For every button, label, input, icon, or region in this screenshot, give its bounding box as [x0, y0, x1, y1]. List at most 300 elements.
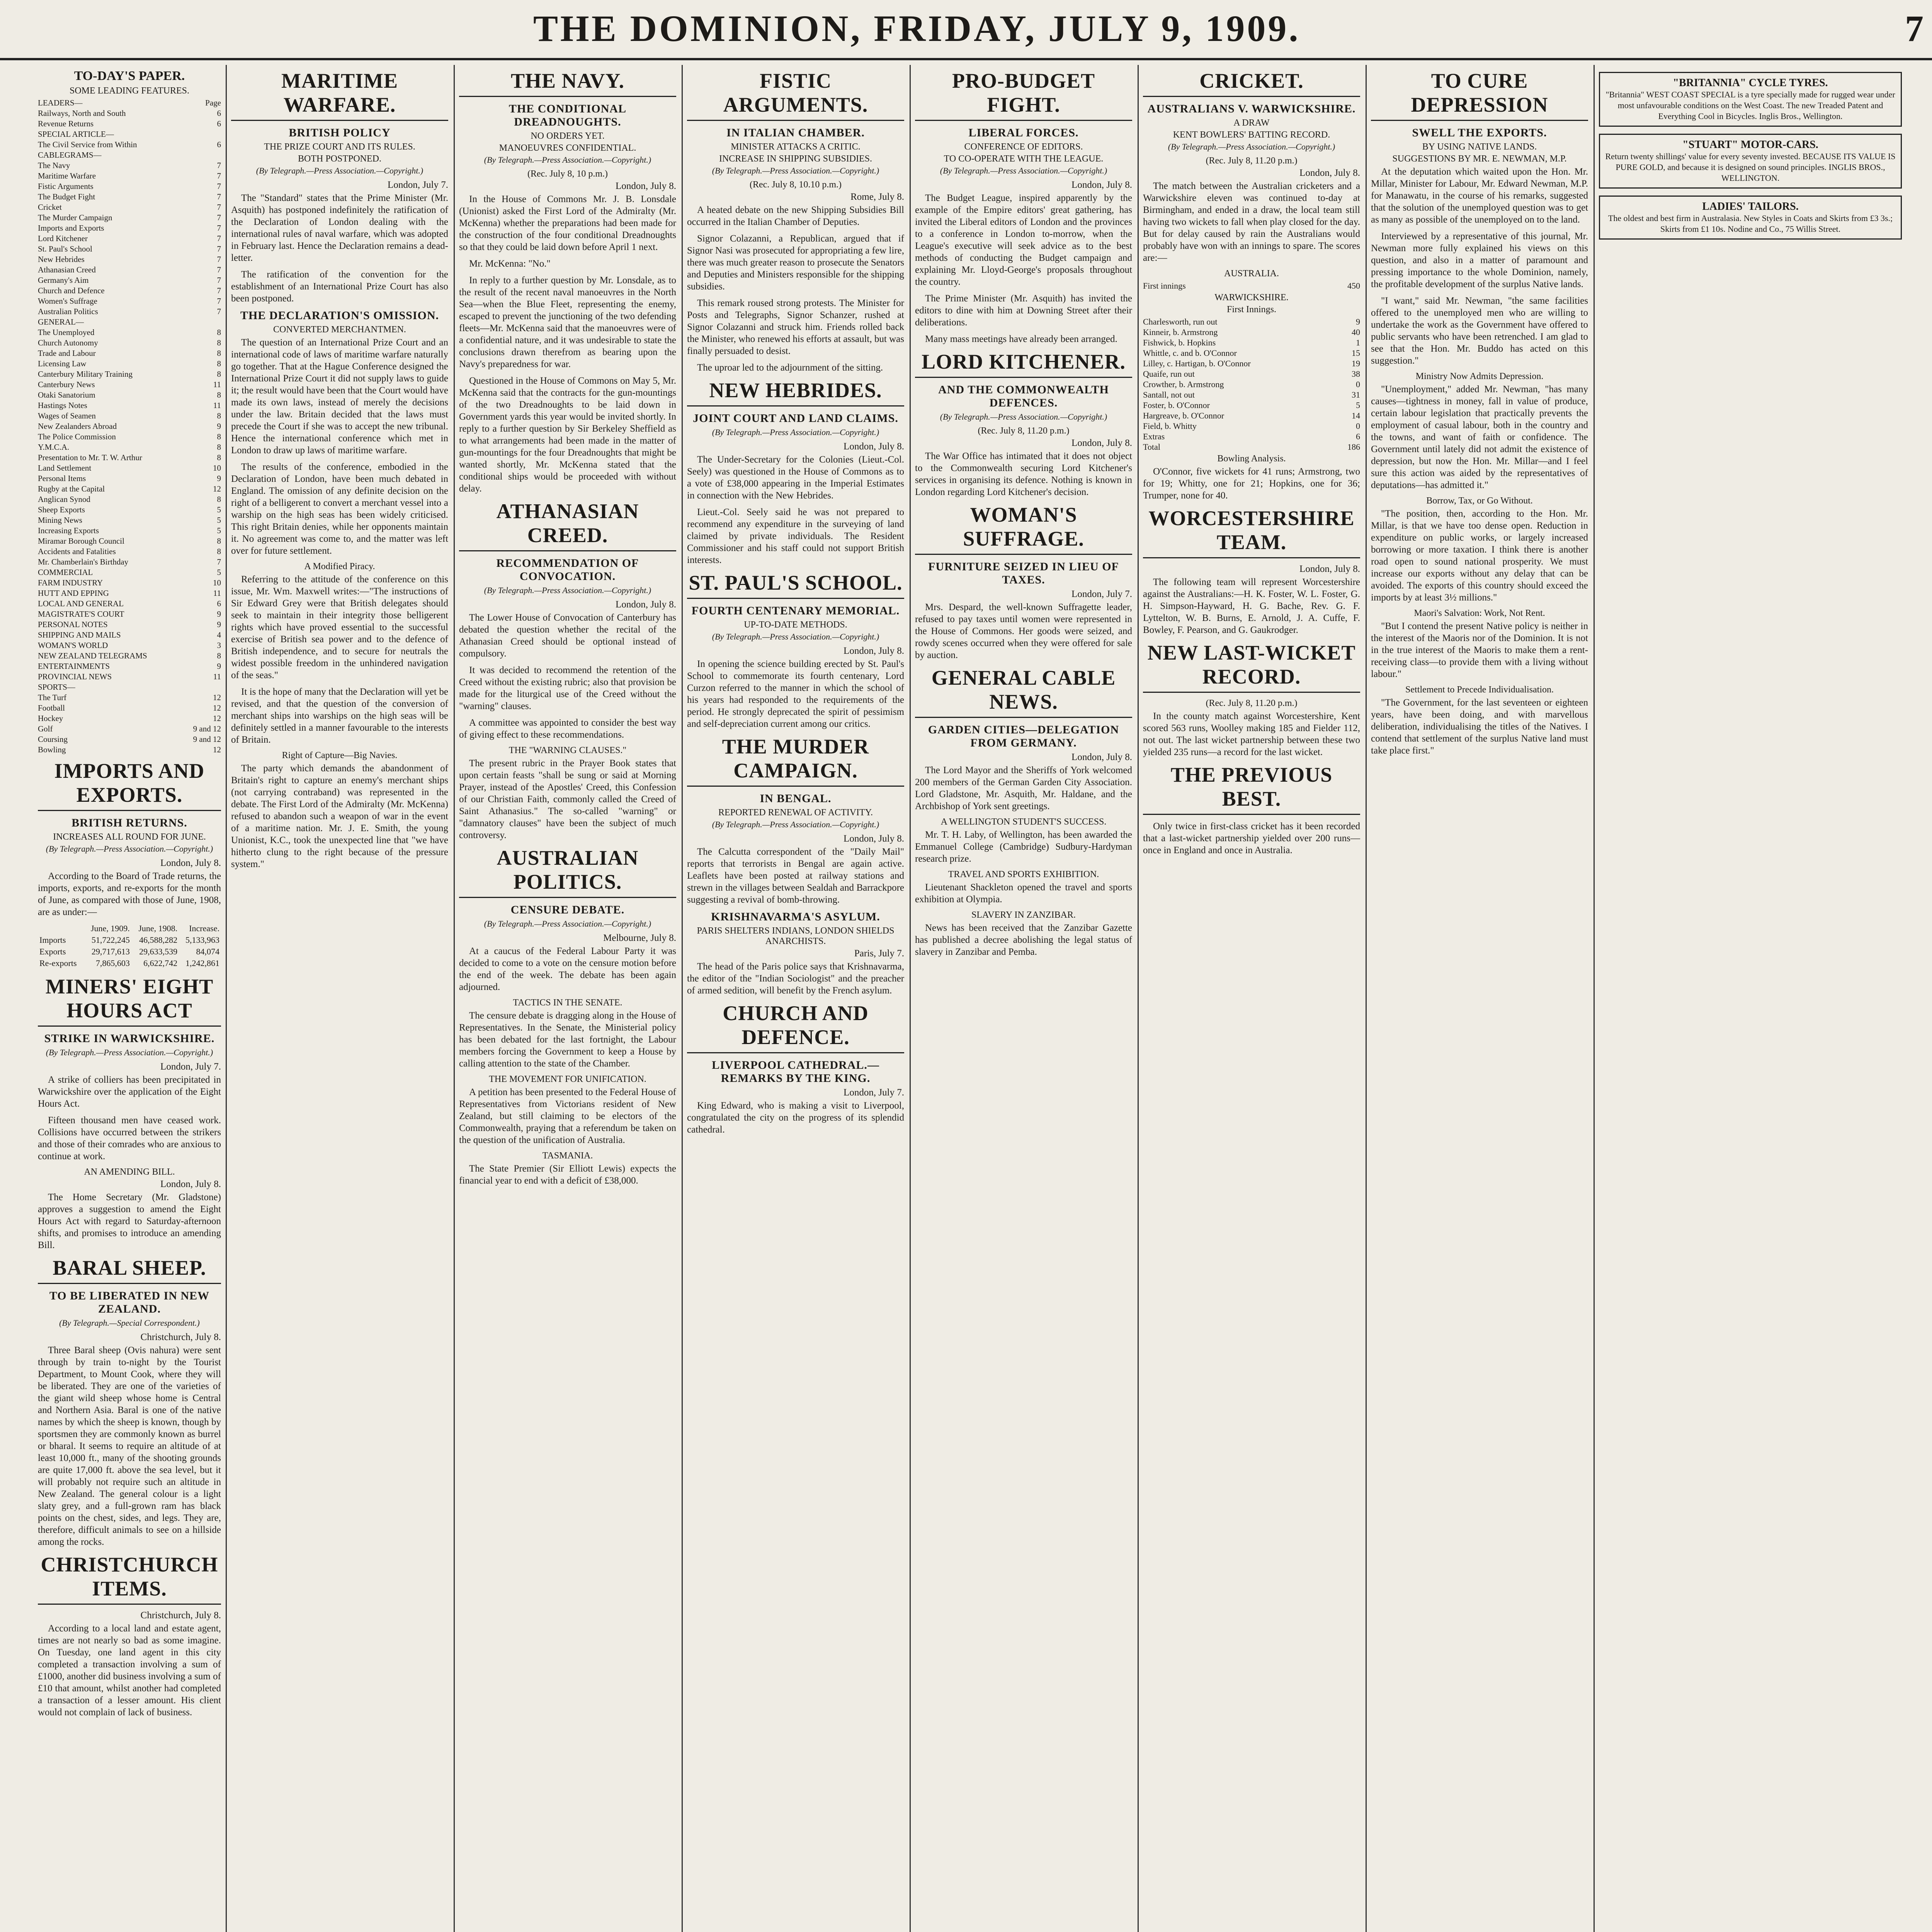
column-1 [35, 65, 224, 1932]
table-header-cell: June, 1909. [90, 923, 130, 933]
toc-item [38, 213, 221, 223]
toc-item-page: 5 [217, 515, 221, 525]
toc-item [38, 473, 221, 484]
toc-item [38, 734, 221, 745]
toc-item-page: 9 [217, 474, 221, 483]
article-headline: IMPORTS AND EXPORTS. [38, 759, 221, 811]
article-sub: Borrow, Tax, or Go Without. [1426, 496, 1533, 506]
toc-item [38, 400, 221, 411]
dateline: London, July 8. [1071, 180, 1132, 190]
toc-item-label: The Navy [38, 161, 70, 170]
scorecard-team: AUSTRALIA. [1224, 269, 1279, 279]
batsman: Foster, b. O'Connor [1143, 400, 1210, 410]
dateline: London, July 8. [616, 599, 676, 610]
article-text: At the deputation which waited upon the Hon. Mr. Millar, Minister for Labour, Mr. Edward Newman, M.P. for Manawatu, in the course of his remarks, suggested that the solution of the unemployed question was to get as many as possible of the unemployed on to the land. [1371, 167, 1588, 225]
toc-item-label: LEADERS— [38, 98, 83, 107]
toc-item-page: 7 [217, 307, 221, 316]
article-text: "But I contend the present Native policy is neither in the interest of the Maoris nor of the Dominion. It is not in the true interest of the Maoris to make them a rent-receiving class—to provide them with a living without labour." [1371, 621, 1588, 679]
article-text: The party which demands the abandonment of Britain's right to capture an enemy's merchant ships (not carrying contraband) was represented in the debate. The First Lord of the Admiralty (Mr. McKenna) refused to abandon such a weapon of war in the event of a maritime nation. Mr. J. E. Smith, the young Unionist, K.C., took the unexpected line that "we have hitherto clung to the right because of the pressure system." [231, 763, 448, 869]
advertisement [1599, 72, 1902, 127]
batsman: Whittle, c. and b. O'Connor [1143, 348, 1237, 358]
runs: 0 [1356, 421, 1360, 431]
toc-item-label: Maritime Warfare [38, 171, 96, 180]
toc-item-label: Rugby at the Capital [38, 484, 105, 493]
column-rule [682, 65, 683, 1932]
article-headline: CHURCH AND DEFENCE. [687, 1001, 904, 1053]
article-text: The War Office has intimated that it does not object to the Commonwealth securing Lord Kitchener's services in organising its defence. Nothing is known in London regarding Lord Kitchener's decision. [915, 451, 1132, 497]
article-text: The Lower House of Convocation of Canterbury has debated the question whether the recital of the Athanasian Creed should be optional instead of compulsory. [459, 612, 676, 659]
article-text: "The position, then, according to the Hon. Mr. Millar, is that we have too dense open. Reduction in expenditure on public works, or largely increased borrowing or more taxation. I think there is another road open to sound national prosperity. We must increase our exports without any delay that can be avoided. The exports of this country should exceed the imports by at least 3½ millions." [1371, 509, 1588, 603]
toc-item-label: Fistic Arguments [38, 182, 94, 191]
score-total [1143, 442, 1360, 452]
article-text: Mr. T. H. Laby, of Wellington, has been awarded the Emmanuel College (Cambridge) Sudbury-Hardyman research prize. [915, 830, 1132, 864]
column-8-ads [1596, 65, 1905, 1932]
article-text: The ratification of the convention for the establishment of an International Prize Court has also been postponed. [231, 269, 448, 304]
score-line [1143, 400, 1360, 410]
received-line: (Rec. July 8, 11.20 p.m.) [1206, 698, 1298, 708]
article-sub: KENT BOWLERS' BATTING RECORD. [1173, 130, 1330, 140]
toc-item-page: Page [205, 98, 221, 107]
runs: 38 [1352, 369, 1360, 379]
batsman: Charlesworth, run out [1143, 317, 1218, 327]
article-sub: CONFERENCE OF EDITORS. [964, 142, 1083, 152]
article-text: Mr. McKenna: "No." [469, 259, 551, 269]
toc-item-label: New Zealanders Abroad [38, 422, 117, 431]
table-cell: 1,242,861 [185, 958, 219, 968]
table-row [38, 946, 221, 957]
toc-item [38, 682, 221, 692]
toc-item-page: 5 [217, 526, 221, 535]
toc-item [38, 327, 221, 338]
credit-line: (By Telegraph.—Press Association.—Copyright.) [1168, 142, 1335, 151]
toc-item [38, 494, 221, 505]
article-text: "The Government, for the last seventeen or eighteen years, have been doing, and with marvellous deliberation, individualising the titles of the Natives. I contend that settlement of the surplus Native land must take place first." [1371, 697, 1588, 756]
toc-item-label: The Murder Campaign [38, 213, 112, 222]
article-text: Lieutenant Shackleton opened the travel and sports exhibition at Olympia. [915, 882, 1132, 905]
toc-item-page: 9 and 12 [193, 724, 221, 733]
toc-item [38, 150, 221, 160]
article-text: The Calcutta correspondent of the "Daily Mail" reports that terrorists in Bengal are again active. Leaflets have been posted at railway stations and strewn in the villages between Sealdah and Barrackpore suggesting a revival of bomb-throwing. [687, 847, 904, 905]
column-rule [1366, 65, 1367, 1932]
received-line: (Rec. July 8, 10 p.m.) [527, 169, 608, 179]
dateline: London, July 8. [1071, 438, 1132, 448]
article-sub: SUGGESTIONS BY MR. E. NEWMAN, M.P. [1392, 154, 1567, 164]
score-value: 186 [1347, 442, 1360, 452]
article-text: Lieut.-Col. Seely said he was not prepared to recommend any expenditure in the surveying of land claimed by private individuals. The Resident Commissioner and his staff could not support British interests. [687, 507, 904, 565]
batsman: Santall, not out [1143, 390, 1195, 400]
article-sub: TO CO-OPERATE WITH THE LEAGUE. [944, 154, 1104, 164]
toc-item [38, 692, 221, 703]
toc-item-page: 12 [213, 693, 221, 702]
ad-title: LADIES' TAILORS. [1702, 201, 1799, 213]
toc-item-page: 5 [217, 568, 221, 577]
article-sub: AN AMENDING BILL. [84, 1167, 175, 1177]
toc-item [38, 129, 221, 139]
batsman: Lilley, c. Hartigan, b. O'Connor [1143, 359, 1251, 368]
page-number: 7 [1905, 8, 1923, 49]
toc-item-page: 7 [217, 171, 221, 180]
toc-item-label: Licensing Law [38, 359, 87, 368]
toc-item-label: Germany's Aim [38, 276, 89, 285]
toc-item-label: Anglican Synod [38, 495, 90, 504]
toc-item [38, 745, 221, 755]
table-cell: 51,722,245 [91, 935, 130, 945]
toc-item [38, 379, 221, 390]
toc-item-label: Football [38, 703, 65, 713]
toc-item-page: 6 [217, 140, 221, 149]
article-kicker: IN BENGAL. [760, 792, 832, 805]
toc-item-label: Wages of Seamen [38, 411, 96, 420]
credit-line: (By Telegraph.—Press Association.—Copyright.) [940, 166, 1107, 175]
article-kicker: THE CONDITIONAL DREADNOUGHTS. [509, 102, 627, 128]
toc-item-label: Land Settlement [38, 463, 92, 473]
article-headline: GENERAL CABLE NEWS. [915, 666, 1132, 718]
article-text: The following team will represent Worcestershire against the Australians:—H. K. Foster, W. L. Foster, G. H. Simpson-Hayward, H. G. Bache, Rev. G. F. Lyttelton, W. B. Burns, E. Arnold, J. A. Cuffe, F. Bowley, F. Pearson, and G. Gaukrodger. [1143, 577, 1360, 635]
toc-item [38, 192, 221, 202]
ad-title: "STUART" MOTOR-CARS. [1682, 139, 1818, 151]
article-text: In the county match against Worcestershire, Kent scored 563 runs, Woolley making 185 and Fielder 112, not out. The last wicket partnership between these two yielded 235 runs—a record for the last wicket. [1143, 711, 1360, 757]
column-3 [456, 65, 679, 1932]
article-sub: INCREASES ALL ROUND FOR JUNE. [53, 832, 206, 842]
credit-line: (By Telegraph.—Press Association.—Copyright.) [46, 844, 213, 854]
article-kicker: LIVERPOOL CATHEDRAL.—REMARKS BY THE KING. [712, 1059, 879, 1085]
article-sub: MINISTER ATTACKS A CRITIC. [731, 142, 861, 152]
score-line [1143, 281, 1360, 291]
article-headline: PRO-BUDGET FIGHT. [915, 69, 1132, 121]
score-line [1143, 379, 1360, 389]
article-kicker: FURNITURE SEIZED IN LIEU OF TAXES. [928, 560, 1119, 586]
article-headline: THE PREVIOUS BEST. [1143, 763, 1360, 815]
article-text: The Budget League, inspired apparently by the example of the Empire editors' great gathering, has invited the Liberal editors of London and the provinces to a conference in London to-morrow, when the League's executive will seek advice as to the best methods of conducting the Budget campaign and explaining Mr. Lloyd-George's proposals throughout the country. [915, 193, 1132, 287]
toc-item [38, 609, 221, 619]
toc-item-label: Otaki Sanatorium [38, 390, 95, 400]
table-row [38, 934, 221, 946]
table-cell: 7,865,603 [95, 958, 130, 968]
batsman: Quaife, run out [1143, 369, 1195, 379]
column-rule [226, 65, 227, 1932]
score-line [1143, 421, 1360, 431]
article-text: Questioned in the House of Commons on May 5, Mr. McKenna said that the contracts for the gun-mountings of the two Dreadnoughts to be laid down in Government yards this year would be invited shortly. In reply to a further question by Sir Berkeley Sheffield as to what arrangements had been made in the matter of gun-mountings for the four Dreadnoughts that might be wanted shortly, Mr. McKenna stated that the conditional ships would be proceeded with without delay. [459, 376, 676, 494]
toc-item [38, 515, 221, 526]
toc-item-page: 3 [217, 641, 221, 650]
batsman: Hargreave, b. O'Connor [1143, 411, 1225, 420]
article-sub: Ministry Now Admits Depression. [1415, 371, 1544, 381]
toc-item-page: 7 [217, 244, 221, 253]
toc-item-label: Hastings Notes [38, 401, 87, 410]
article-text: A petition has been presented to the Federal House of Representatives from Victorians resident of New Zealand, but still claiming to be electors of the Commonwealth, praying that a referendum be taken on the question of the unification of Australia. [459, 1087, 676, 1145]
toc-item [38, 588, 221, 599]
credit-line: (By Telegraph.—Press Association.—Copyright.) [484, 155, 651, 165]
article-text: Many mass meetings have already been arranged. [925, 334, 1117, 344]
table-cell: 29,717,613 [91, 947, 130, 956]
toc-item-label: The Turf [38, 693, 67, 702]
toc-item-label: Bowling [38, 745, 66, 754]
article-kicker: IN ITALIAN CHAMBER. [726, 126, 865, 139]
toc-item-label: Lord Kitchener [38, 234, 88, 243]
runs: 9 [1356, 317, 1360, 327]
toc-item-page: 7 [217, 286, 221, 295]
toc-item [38, 713, 221, 724]
toc-item [38, 390, 221, 400]
trade-table [38, 923, 221, 969]
toc-item-page: 7 [217, 265, 221, 274]
article-kicker: RECOMMENDATION OF CONVOCATION. [496, 557, 639, 583]
article-headline: MINERS' EIGHT HOURS ACT [38, 975, 221, 1027]
runs: 14 [1352, 411, 1360, 420]
toc-item-label: PROVINCIAL NEWS [38, 672, 112, 681]
article-text: The head of the Paris police says that Krishnavarma, the editor of the "Indian Sociologist" and the preacher of armed sedition, will benefit by the French asylum. [687, 961, 904, 996]
toc-item-label: Church Autonomy [38, 338, 98, 347]
score-line [1143, 327, 1360, 337]
advertisement [1599, 134, 1902, 189]
column-rule [1138, 65, 1139, 1932]
table-cell: Re-exports [39, 958, 77, 968]
article-text: Mrs. Despard, the well-known Suffragette leader, refused to pay taxes until women were represented in the House of Commons. Her goods were seized, and rowdy scenes occurred when they were offered for sale by auction. [915, 602, 1132, 660]
toc-item [38, 275, 221, 286]
toc-item-page: 12 [213, 484, 221, 493]
masthead [0, 0, 1932, 60]
toc-item-label: Australian Politics [38, 307, 98, 316]
toc-item-label: Church and Defence [38, 286, 105, 295]
toc-item [38, 359, 221, 369]
column-5 [912, 65, 1135, 1932]
toc-item-page: 7 [217, 276, 221, 285]
dateline: London, July 8. [1299, 564, 1360, 574]
column-7 [1368, 65, 1591, 1932]
ad-text: Return twenty shillings' value for every seventy invested. BECAUSE ITS VALUE IS PURE GOLD, and because it is designed on sound principles. INGLIS BROS., WELLINGTON. [1605, 151, 1896, 183]
column-rule [910, 65, 911, 1932]
toc-item [38, 296, 221, 306]
article-sub: TRAVEL AND SPORTS EXHIBITION. [948, 869, 1099, 879]
table-cell: 6,622,742 [143, 958, 178, 968]
table-cell: 84,074 [196, 947, 219, 956]
article-text: At a caucus of the Federal Labour Party it was decided to come to a vote on the censure motion before the end of the week. The debate has been again adjourned. [459, 946, 676, 992]
toc-item [38, 452, 221, 463]
toc-item-label: MAGISTRATE'S COURT [38, 609, 124, 619]
runs: 6 [1356, 432, 1360, 441]
article-text: According to a local land and estate agent, times are not nearly so bad as some imagine. On Tuesday, one land agent in this city completed a transaction involving a sum of £1000, another did business involving a sum of £10 that amount, whilst another had completed a transaction of a lesser amount. His client would not complain of lack of business. [38, 1623, 221, 1718]
toc-item [38, 557, 221, 567]
toc-item-label: The Police Commission [38, 432, 116, 441]
toc-item [38, 661, 221, 672]
toc-item [38, 317, 221, 327]
article-text: The question of an International Prize Court and an international code of laws of maritime warfare naturally go together. That at the Hague Conference designed the International Prize Court it did not supply laws to guide it; the result would have been that the Court would have made its own laws, instead of merely the decisions under the law. Britain decided that the laws must precede the Court if she was to accept the new tribunal. Hence the international conference which met in London to draw up laws of maritime warfare. [231, 337, 448, 456]
article-kicker: GARDEN CITIES—DELEGATION FROM GERMANY. [928, 723, 1119, 749]
article-headline: NEW LAST-WICKET RECORD. [1143, 641, 1360, 693]
toc-item-page: 9 [217, 620, 221, 629]
toc-item-label: Athanasian Creed [38, 265, 96, 274]
article-sub: NO ORDERS YET. [531, 131, 605, 141]
article-sub: Settlement to Precede Individualisation. [1405, 685, 1554, 695]
article-headline: ATHANASIAN CREED. [459, 499, 676, 551]
toc-item-label: FARM INDUSTRY [38, 578, 103, 587]
batsman: Field, b. Whitty [1143, 421, 1197, 431]
toc-item-page: 9 [217, 662, 221, 671]
article-headline: AUSTRALIAN POLITICS. [459, 846, 676, 898]
toc-item-page: 8 [217, 547, 221, 556]
batsman: Fishwick, b. Hopkins [1143, 338, 1216, 347]
toc-item-label: Cricket [38, 202, 62, 212]
article-sub: A Modified Piracy. [304, 561, 375, 571]
toc-item-label: Revenue Returns [38, 119, 94, 128]
toc-item [38, 484, 221, 494]
toc-item [38, 463, 221, 473]
dateline: Christchurch, July 8. [140, 1332, 221, 1342]
toc-item-label: Women's Suffrage [38, 296, 97, 306]
runs: 40 [1352, 327, 1360, 337]
toc-item [38, 223, 221, 233]
article-text: A strike of colliers has been precipitated in Warwickshire over the application of the Eight Hours Act. [38, 1075, 221, 1109]
runs: 1 [1356, 338, 1360, 347]
toc-item-label: Imports and Exports [38, 223, 104, 233]
toc-item-page: 6 [217, 119, 221, 128]
toc-item [38, 181, 221, 192]
toc-list [38, 98, 221, 755]
article-text: The present rubric in the Prayer Book states that upon certain feasts "shall be sung or said at Morning Prayer, instead of the Apostles' Creed, this Confession of our Christian Faith, commonly called the Creed of Saint Athanasius." The so-called "warning" or "damnatory clauses" have been the subject of much controversy. [459, 758, 676, 840]
article-sub: TASMANIA. [542, 1151, 593, 1161]
toc-item [38, 536, 221, 546]
toc-item-page: 8 [217, 432, 221, 441]
toc-item [38, 619, 221, 630]
toc-item [38, 640, 221, 651]
toc-item-page: 9 and 12 [193, 735, 221, 744]
dateline: London, July 7. [388, 180, 448, 190]
article-kicker: BRITISH RETURNS. [71, 816, 187, 829]
article-text: The match between the Australian cricketers and a Warwickshire eleven was continued to-day at Birmingham, and ended in a draw, the local team still having two wickets to fall when play closed for the day. But for delay caused by rain the Australians would probably have won with an innings to spare. The scores are:— [1143, 181, 1360, 263]
toc-item-label: The Civil Service from Within [38, 140, 137, 149]
article-headline: BARAL SHEEP. [38, 1256, 221, 1284]
article-text: A heated debate on the new Shipping Subsidies Bill occurred in the Italian Chamber of Deputies. [687, 205, 904, 227]
article-sub: UP-TO-DATE METHODS. [744, 620, 847, 630]
toc-item-page: 11 [213, 672, 221, 681]
article-text: Interviewed by a representative of this journal, Mr. Newman more fully explained his views on this question, and also in a matter of paramount and pressing importance to the whole Dominion, namely, the profitable development of the surplus Native lands. [1371, 231, 1588, 289]
score-line [1143, 410, 1360, 421]
table-cell: 5,133,963 [185, 935, 219, 945]
toc-item-page: 7 [217, 213, 221, 222]
table-header-cell [38, 923, 83, 934]
toc-item-label: Sheep Exports [38, 505, 85, 514]
article-headline: TO CURE DEPRESSION [1371, 69, 1588, 121]
toc-item [38, 578, 221, 588]
toc-item-label: Hockey [38, 714, 63, 723]
masthead-title: THE DOMINION, FRIDAY, JULY 9, 1909. [533, 8, 1301, 49]
article-text: King Edward, who is making a visit to Liverpool, congratulated the city on the progress of its splendid cathedral. [687, 1100, 904, 1135]
toc-item-page: 7 [217, 202, 221, 212]
dateline: Christchurch, July 8. [140, 1610, 221, 1621]
toc-item-label: SPORTS— [38, 682, 75, 692]
toc-item [38, 724, 221, 734]
toc-item-page: 11 [213, 401, 221, 410]
batsman: Kinneir, b. Armstrong [1143, 327, 1218, 337]
toc-item [38, 505, 221, 515]
dateline: London, July 8. [1071, 752, 1132, 762]
article-headline: FISTIC ARGUMENTS. [687, 69, 904, 121]
toc-item-page: 11 [213, 380, 221, 389]
article-text: The "Standard" states that the Prime Minister (Mr. Asquith) has postponed indefinitely the ratification of the Declaration of London dealing with the international rules of naval warfare, which was adopted in February last. Hence the Declaration remains a dead-letter. [231, 193, 448, 263]
article-text: Fifteen thousand men have ceased work. Collisions have occurred between the strikers and those of their comrades who are anxious to continue at work. [38, 1115, 221, 1162]
toc-item [38, 233, 221, 244]
score-label: First innings [1143, 281, 1186, 291]
score-value: 450 [1347, 281, 1360, 291]
score-line [1143, 431, 1360, 442]
dateline: Paris, July 7. [854, 948, 904, 959]
article-text: The censure debate is dragging along in the House of Representatives. In the Senate, the Ministerial policy has been debated for the last fortnight, the Labour members forcing the Government to keep a House by calling attention to the state of the Chamber. [459, 1010, 676, 1069]
runs: 31 [1352, 390, 1360, 400]
article-text: Only twice in first-class cricket has it been recorded that a last-wicket partnership yielded over 200 runs—once in England and once in Australia. [1143, 821, 1360, 855]
toc-item [38, 348, 221, 359]
article-sub: Maori's Salvation: Work, Not Rent. [1414, 608, 1545, 618]
toc-item-page: 10 [213, 578, 221, 587]
toc-item-page: 8 [217, 369, 221, 379]
article-text: "Unemployment," added Mr. Newman, "has many causes—tightness in money, fall in value of produce, certain labour legislation that practically prevents the employment of casual labour, both in the country and the towns, and want of faith or confidence. The Government until lately did not admit the existence of depression, but now the Hon. Mr. Millar—and I feel sure this action was aided by the representatives of deputations—has admitted it." [1371, 384, 1588, 490]
received-line: (Rec. July 8, 10.10 p.m.) [750, 180, 842, 190]
toc-item-page: 5 [217, 505, 221, 514]
article-text: News has been received that the Zanzibar Gazette has published a decree abolishing the legal status of slavery in Zanzibar and Pemba. [915, 923, 1132, 957]
toc-item [38, 338, 221, 348]
toc-item [38, 98, 221, 108]
credit-line: (By Telegraph.—Press Association.—Copyright.) [484, 919, 651, 929]
toc-item-page: 8 [217, 328, 221, 337]
article-text: This remark roused strong protests. The Minister for Posts and Telegraphs, Signor Schanzer, rushed at Signor Colazanni and struck him. Friends rolled back the Minister, who renewed his efforts at assault, but was finally persuaded to desist. [687, 298, 904, 356]
article-headline: THE NAVY. [459, 69, 676, 97]
score-line [1143, 369, 1360, 379]
toc-title: TO-DAY'S PAPER. [74, 69, 185, 83]
runs: 19 [1352, 359, 1360, 368]
runs: 15 [1352, 348, 1360, 358]
toc-item-label: LOCAL AND GENERAL [38, 599, 124, 608]
credit-line: (By Telegraph.—Press Association.—Copyright.) [256, 166, 423, 175]
dateline: Melbourne, July 8. [603, 933, 676, 943]
dateline: London, July 7. [844, 1087, 904, 1098]
toc-item-page: 7 [217, 182, 221, 191]
toc-item-label: Golf [38, 724, 53, 733]
toc-item-page: 8 [217, 442, 221, 452]
article-kicker: SWELL THE EXPORTS. [1412, 126, 1547, 139]
toc-item [38, 171, 221, 181]
toc-subtitle: SOME LEADING FEATURES. [69, 86, 189, 96]
article-text: Signor Colazanni, a Republican, argued that if Signor Nasi was prosecuted for appropriating a few lire, there was much greater reason to prosecute the Senators and Deputies and Ministers responsible for the shipping subsidies. [687, 233, 904, 292]
article-headline: LORD KITCHENER. [915, 350, 1132, 378]
article-text: The State Premier (Sir Elliott Lewis) expects the financial year to end with a deficit of £38,000. [459, 1163, 676, 1186]
toc-item [38, 411, 221, 421]
toc-item-label: SHIPPING AND MAILS [38, 630, 121, 639]
toc-item-page: 7 [217, 161, 221, 170]
credit-line: (By Telegraph.—Press Association.—Copyright.) [712, 166, 879, 175]
table-cell: Exports [39, 947, 66, 956]
toc-item-label: Canterbury Military Training [38, 369, 133, 379]
toc-item-label: The Unemployed [38, 328, 95, 337]
toc-item-page: 8 [217, 349, 221, 358]
article-sub: BOTH POSTPONED. [298, 154, 382, 164]
credit-line: (By Telegraph.—Press Association.—Copyright.) [46, 1048, 213, 1057]
scorecard-innings: First Innings. [1226, 304, 1276, 315]
article-headline: WOMAN'S SUFFRAGE. [915, 503, 1132, 555]
article-kicker: FOURTH CENTENARY MEMORIAL. [691, 604, 900, 617]
toc-item [38, 599, 221, 609]
dateline: London, July 8. [844, 646, 904, 656]
article-sub: SLAVERY IN ZANZIBAR. [971, 910, 1076, 920]
batsman: Crowther, b. Armstrong [1143, 379, 1224, 389]
toc-item-label: CABLEGRAMS— [38, 150, 102, 160]
toc-item-page: 8 [217, 453, 221, 462]
article-text: The uproar led to the adjournment of the sitting. [697, 362, 883, 373]
article-sub: INCREASE IN SHIPPING SUBSIDIES. [719, 154, 872, 164]
table-cell: 46,588,282 [139, 935, 178, 945]
article-text: Three Baral sheep (Ovis nahura) were sent through by train to-night by the Tourist Department, to Mount Cook, where they will be liberated. They are one of the varieties of the giant wild sheep whose home is Central and Northern Asia. Baral is one of the native names by which the sheep is known, though by sportsmen they are commonly known as burrel or bharal. It seems to require an altitude of at least 10,000 ft., many of the shooting grounds are quite 17,000 ft. above the sea level, but it will probably not require such an altitude in New Zealand. The general colour is a light slaty grey, and a full-grown ram has black points on the chest, sides, and legs. They are, therefore, difficult animals to see on a hillside among the rocks. [38, 1345, 221, 1547]
dateline: Rome, July 8. [850, 192, 904, 202]
article-text: In opening the science building erected by St. Paul's School to commemorate its fourth centenary, Lord Curzon referred to the manner in which the school of his years had responded to the requirements of the period. He strongly deprecated the spirit of pessimism and self-depreciation current among our critics. [687, 659, 904, 729]
article-headline: ST. PAUL'S SCHOOL. [687, 571, 904, 599]
